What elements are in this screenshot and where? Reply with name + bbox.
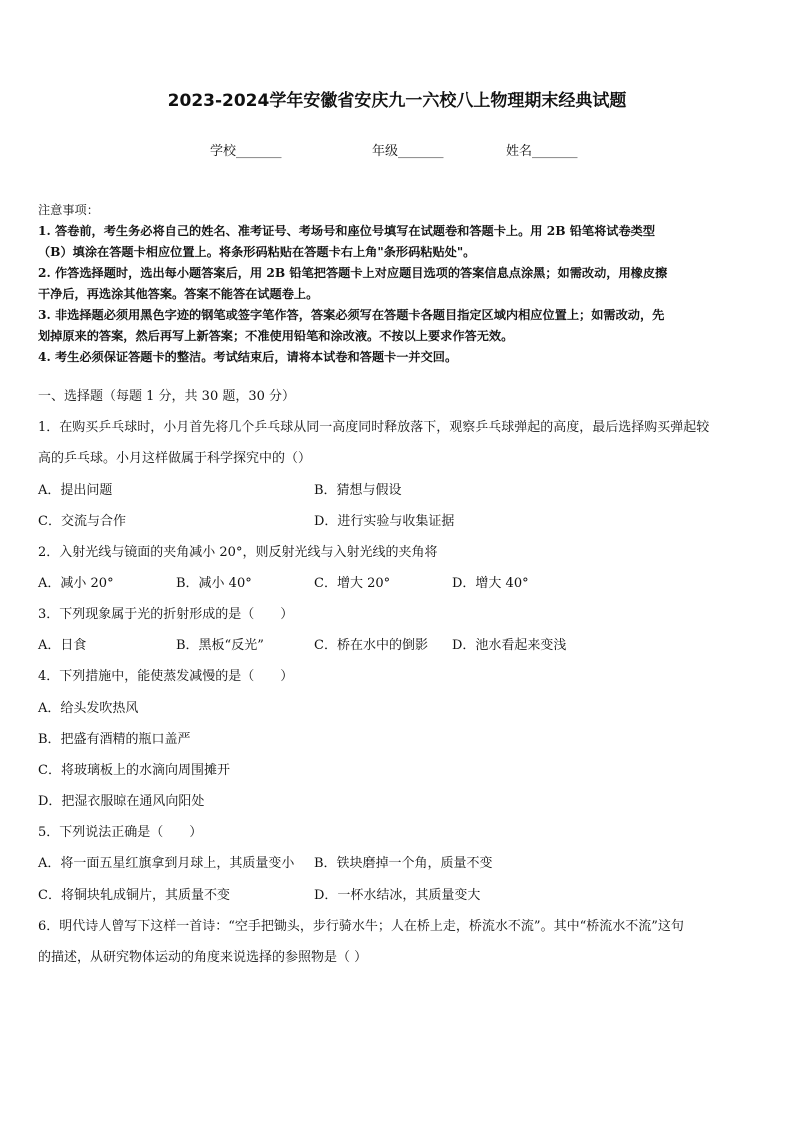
- question-1-option-d[interactable]: D．进行实验与收集证据: [314, 514, 455, 529]
- question-2-option-b[interactable]: B．减小 40°: [176, 576, 252, 591]
- notice-line: 3. 非选择题必须用黑色字迹的钢笔或签字笔作答，答案必须写在答题卡各题目指定区域内相应位置上；如需改动，先: [38, 308, 665, 322]
- notice-block: [38, 200, 760, 368]
- question-3-option-d[interactable]: D．池水看起来变浅: [452, 638, 567, 653]
- notice-line: （B）填涂在答题卡相应位置上。将条形码粘贴在答题卡右上角"条形码粘贴处"。: [38, 245, 476, 259]
- question-4-option-b[interactable]: B．把盛有酒精的瓶口盖严: [38, 732, 191, 747]
- school-field[interactable]: 学校_______: [210, 144, 282, 159]
- question-3-option-b[interactable]: B．黑板“反光”: [176, 638, 264, 653]
- question-3-option-a[interactable]: A．日食: [38, 638, 87, 653]
- question-1-option-c[interactable]: C．交流与合作: [38, 514, 126, 529]
- question-5-option-a[interactable]: A．将一面五星红旗拿到月球上，其质量变小: [38, 856, 295, 871]
- question-2-option-a[interactable]: A．减小 20°: [38, 576, 114, 591]
- notice-line: 4. 考生必须保证答题卡的整洁。考试结束后，请将本试卷和答题卡一并交回。: [38, 350, 458, 364]
- question-1-option-a[interactable]: A．提出问题: [38, 483, 113, 498]
- notice-heading: 注意事项：: [38, 203, 99, 217]
- question-1-stem-cont: 高的乒乓球。小月这样做属于科学探究中的（）: [38, 451, 312, 466]
- question-6-stem: 6．明代诗人曾写下这样一首诗：“空手把锄头，步行骑水牛；人在桥上走，桥流水不流”。其中“桥流水不流”这句: [38, 919, 684, 934]
- section-heading: 一、选择题（每题 1 分，共 30 题，30 分）: [38, 389, 296, 404]
- question-4-option-d[interactable]: D．把湿衣服晾在通风向阳处: [38, 794, 205, 809]
- question-5-stem: 5．下列说法正确是（ ）: [38, 825, 203, 840]
- exam-title: 2023-2024学年安徽省安庆九一六校八上物理期末经典试题: [167, 91, 627, 111]
- question-2-option-d[interactable]: D．增大 40°: [452, 576, 529, 591]
- question-5-option-d[interactable]: D．一杯水结冰，其质量变大: [314, 888, 481, 903]
- question-1-stem: 1．在购买乒乓球时，小月首先将几个乒乓球从同一高度同时释放落下，观察乒乓球弹起的高度，最后选择购买弹起较: [38, 420, 710, 435]
- name-field[interactable]: 姓名_______: [506, 144, 578, 159]
- question-1-option-b[interactable]: B．猜想与假设: [314, 483, 402, 498]
- question-3-option-c[interactable]: C．桥在水中的倒影: [314, 638, 428, 653]
- question-4-option-c[interactable]: C．将玻璃板上的水滴向周围摊开: [38, 763, 230, 778]
- question-4-option-a[interactable]: A．给头发吹热风: [38, 701, 139, 716]
- question-5-option-b[interactable]: B．铁块磨掉一个角，质量不变: [314, 856, 493, 871]
- question-2-option-c[interactable]: C．增大 20°: [314, 576, 391, 591]
- notice-line: 2. 作答选择题时，选出每小题答案后，用 2B 铅笔把答题卡上对应题目选项的答案信息点涂黑；如需改动，用橡皮擦: [38, 266, 668, 280]
- notice-line: 划掉原来的答案，然后再写上新答案；不准使用铅笔和涂改液。不按以上要求作答无效。: [38, 329, 514, 343]
- notice-line: 干净后，再选涂其他答案。答案不能答在试题卷上。: [38, 287, 319, 301]
- notice-line: 1. 答卷前，考生务必将自己的姓名、准考证号、考场号和座位号填写在试题卷和答题卡上。用 2B 铅笔将试卷类型: [38, 224, 656, 238]
- question-6-stem-cont: 的描述，从研究物体运动的角度来说选择的参照物是（ ）: [38, 950, 368, 965]
- question-5-option-c[interactable]: C．将铜块轧成铜片，其质量不变: [38, 888, 230, 903]
- question-4-stem: 4．下列措施中，能使蒸发减慢的是（ ）: [38, 669, 294, 684]
- question-2-stem: 2．入射光线与镜面的夹角减小 20°，则反射光线与入射光线的夹角将: [38, 545, 438, 560]
- grade-field[interactable]: 年级_______: [372, 144, 444, 159]
- question-3-stem: 3．下列现象属于光的折射形成的是（ ）: [38, 607, 294, 622]
- student-info-row: [0, 140, 794, 160]
